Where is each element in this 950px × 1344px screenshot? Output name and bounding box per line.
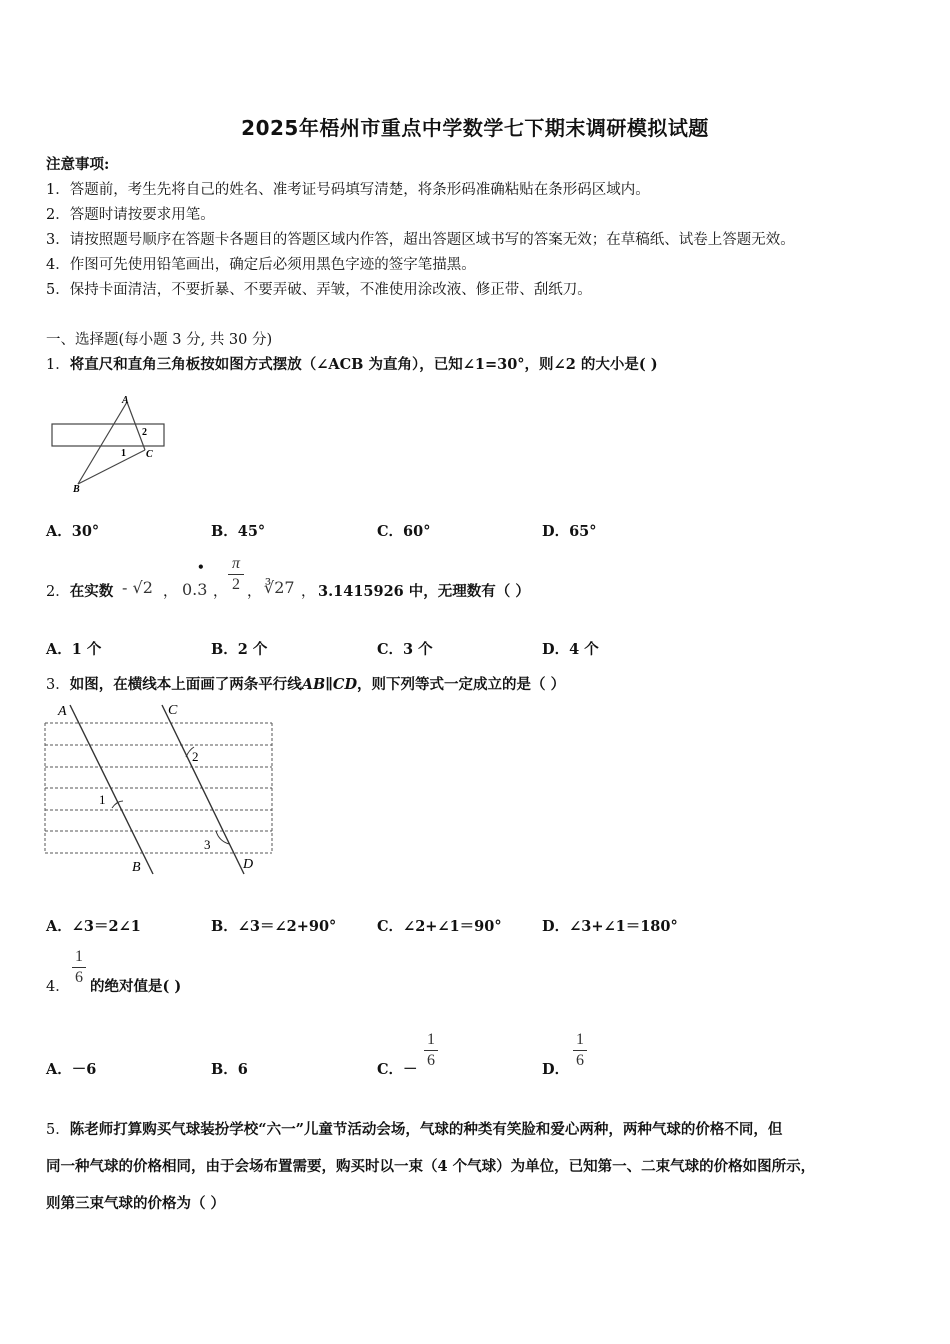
option-b[interactable]: B．6 — [211, 1061, 248, 1078]
label-b: B — [73, 484, 80, 495]
label-angle-1: 1 — [121, 448, 126, 459]
label-c: C — [168, 703, 178, 718]
notice-item: 3．请按照题号顺序在答题卡各题目的答题区域内作答，超出答题区域书写的答案无效；在草稿纸、试卷上答题无效。 — [46, 232, 795, 248]
question-number: 2． — [46, 584, 70, 600]
question-number: 1． — [46, 357, 70, 373]
question-text: 将直尺和直角三角板按如图方式摆放（∠ACB 为直角），已知∠1=30°，则∠2 的大小是( ) — [69, 356, 658, 373]
option-d[interactable]: D．∠3+∠1＝180° — [542, 918, 678, 935]
option-c[interactable]: C．60° — [377, 523, 431, 540]
triangle-side-ac — [127, 402, 145, 450]
question-5-line: 则第三束气球的价格为（ ） — [46, 1195, 226, 1212]
label-angle-2: 2 — [192, 749, 199, 764]
page-title: 2025年梧州市重点中学数学七下期末调研模拟试题 — [241, 116, 709, 140]
ruler-triangle-figure — [45, 390, 170, 495]
math-one-sixth — [573, 1031, 587, 1070]
question-text: 如图，在横线本上面画了两条平行线 — [69, 676, 302, 693]
option-a[interactable]: A．∠3＝2∠1 — [46, 918, 141, 935]
math-neg-sqrt2: - √2 — [122, 578, 153, 597]
label-a: A — [122, 395, 129, 406]
section-heading: 一、选择题(每小题 3 分, 共 30 分) — [46, 332, 273, 348]
angle-1-arc — [112, 801, 123, 808]
math-one-sixth — [72, 948, 86, 987]
question-number: 5． — [46, 1122, 70, 1138]
fraction-denominator: 6 — [75, 969, 83, 986]
option-a[interactable]: A．30° — [46, 523, 100, 540]
fraction-numerator: π — [231, 555, 240, 572]
option-c[interactable]: C．－ — [377, 1061, 418, 1078]
fraction-bar — [72, 967, 86, 968]
option-b[interactable]: B．∠3＝∠2+90° — [211, 918, 337, 935]
question-2-lead — [46, 580, 113, 601]
separator: ， — [213, 584, 228, 600]
notice-heading: 注意事项: — [46, 156, 110, 173]
ruler-shape — [52, 424, 164, 446]
option-d[interactable]: D． — [542, 1061, 570, 1078]
math-one-sixth — [424, 1031, 438, 1070]
fraction-bar — [424, 1050, 438, 1051]
option-a[interactable]: A．－6 — [46, 1061, 97, 1078]
fraction-denominator: 2 — [232, 576, 240, 593]
label-a: A — [58, 704, 67, 719]
question-text: 陈老师打算购买气球装扮学校“六一”儿童节活动会场，气球的种类有笑脸和爱心两种，两种气球的价格不同，但 — [69, 1121, 783, 1138]
separator: ， — [301, 584, 316, 600]
option-b[interactable]: B．2 个 — [211, 641, 268, 658]
option-c[interactable]: C．3 个 — [377, 641, 433, 658]
fraction-denominator: 6 — [576, 1052, 584, 1069]
notice-item: 4．作图可先使用铅笔画出，确定后必须用黑色字迹的签字笔描黑。 — [46, 257, 476, 273]
label-angle-2: 2 — [142, 427, 147, 438]
fraction-numerator: 1 — [427, 1031, 435, 1048]
fraction-denominator: 6 — [427, 1052, 435, 1069]
math-repeating-decimal: 0.3 — [182, 580, 208, 599]
fraction-numerator: 1 — [75, 948, 83, 965]
option-a[interactable]: A．1 个 — [46, 641, 102, 658]
ruled-lines — [45, 723, 272, 853]
notice-item: 5．保持卡面清洁，不要折暴、不要弄破、弄皱，不准使用涂改液、修正带、刮纸刀。 — [46, 282, 592, 298]
question-text: ，则下列等式一定成立的是（ ） — [357, 676, 566, 693]
label-angle-3: 3 — [204, 837, 211, 852]
question-text: 的绝对值是( ) — [90, 978, 182, 995]
fraction-numerator: 1 — [576, 1031, 584, 1048]
label-d: D — [243, 857, 254, 872]
option-d[interactable]: D．65° — [542, 523, 597, 540]
line-ab — [70, 705, 153, 874]
question-number: 4． — [46, 979, 70, 995]
question-text: 在实数 — [69, 583, 114, 600]
question-1 — [46, 353, 658, 374]
question-3 — [46, 673, 565, 694]
question-5-line: 同一种气球的价格相同，由于会场布置需要，购买时以一束（4 个气球）为单位，已知第一、二束气球的价格如图所示， — [46, 1158, 816, 1175]
option-c[interactable]: C．∠2+∠1＝90° — [377, 918, 502, 935]
label-b: B — [132, 860, 141, 875]
separator: ， — [247, 584, 262, 600]
question-number: 3． — [46, 677, 70, 693]
question-5-line — [46, 1118, 782, 1139]
math-cube-root-27: ∛27 — [264, 578, 295, 597]
question-text: 3.1415926 中，无理数有（ ） — [318, 583, 530, 600]
math-pi-over-2 — [228, 555, 244, 594]
notice-item: 1．答题前，考生先将自己的姓名、准考证号码填写清楚，将条形码准确粘贴在条形码区域内。 — [46, 182, 650, 198]
separator: ， — [163, 584, 178, 600]
parallel-lines-label: AB∥CD — [301, 676, 358, 693]
option-d[interactable]: D．4 个 — [542, 641, 599, 658]
label-angle-1: 1 — [99, 792, 106, 807]
fraction-bar — [573, 1050, 587, 1051]
parallel-lines-figure — [40, 700, 280, 878]
option-b[interactable]: B．45° — [211, 523, 266, 540]
fraction-bar — [228, 574, 244, 575]
line-cd — [162, 705, 244, 874]
notice-item: 2．答题时请按要求用笔。 — [46, 207, 215, 223]
repeating-dot: • — [197, 560, 205, 574]
label-c: C — [146, 449, 153, 460]
